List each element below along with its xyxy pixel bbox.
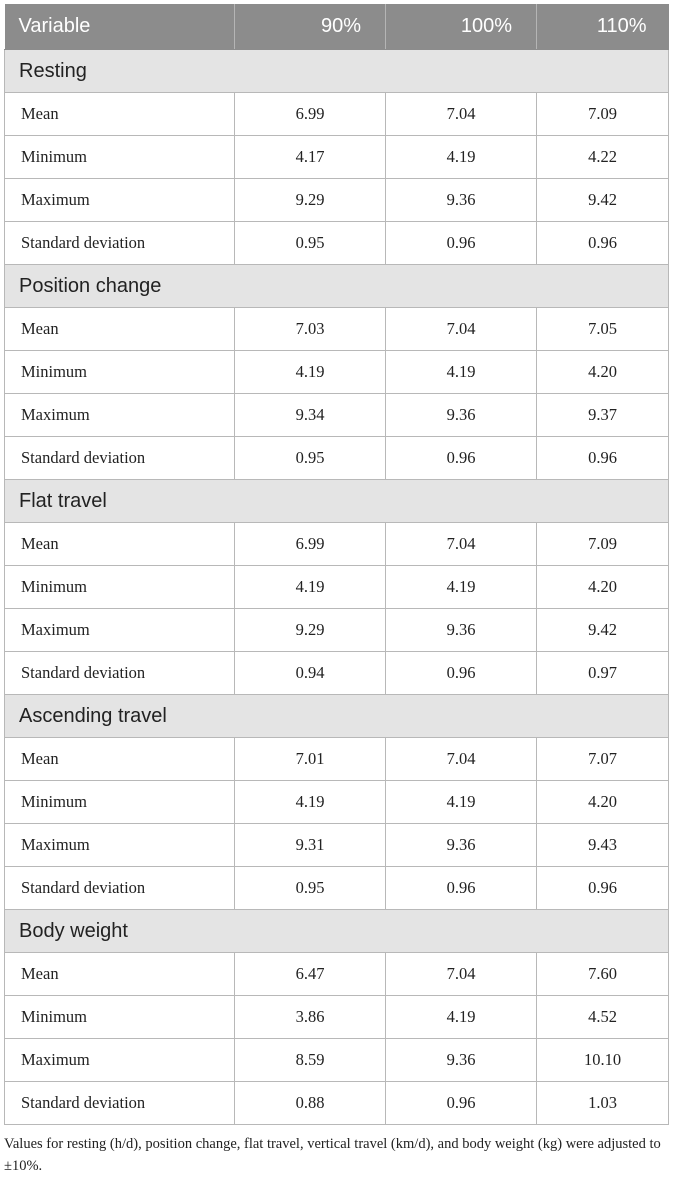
table-cell: 7.04 (386, 308, 537, 351)
row-label: Standard deviation (5, 222, 235, 265)
table-row (5, 394, 669, 437)
row-label: Standard deviation (5, 1082, 235, 1125)
table-cell: 0.95 (235, 437, 386, 480)
table-cell: 9.36 (386, 824, 537, 867)
table-cell: 0.94 (235, 652, 386, 695)
section-title: Position change (5, 265, 669, 308)
table-row (5, 1082, 669, 1125)
table-row (5, 222, 669, 265)
row-label: Minimum (5, 351, 235, 394)
table-row (5, 781, 669, 824)
row-label: Minimum (5, 781, 235, 824)
row-label: Mean (5, 93, 235, 136)
table-cell: 0.96 (537, 867, 669, 910)
row-label: Maximum (5, 824, 235, 867)
table-cell: 9.31 (235, 824, 386, 867)
table-cell: 0.96 (537, 437, 669, 480)
table-cell: 9.42 (537, 609, 669, 652)
table-body (5, 50, 669, 1125)
table-cell: 6.99 (235, 93, 386, 136)
table-cell: 4.17 (235, 136, 386, 179)
section-title: Flat travel (5, 480, 669, 523)
table-row (5, 1039, 669, 1082)
table-cell: 0.96 (537, 222, 669, 265)
header-110-percent: 110% (537, 4, 669, 50)
table-row (5, 867, 669, 910)
table-cell: 7.05 (537, 308, 669, 351)
table-cell: 0.96 (386, 652, 537, 695)
table-cell: 4.20 (537, 351, 669, 394)
table-cell: 7.04 (386, 93, 537, 136)
table-cell: 9.36 (386, 1039, 537, 1082)
table-cell: 7.03 (235, 308, 386, 351)
table-cell: 4.19 (235, 781, 386, 824)
table-cell: 4.22 (537, 136, 669, 179)
table-cell: 6.99 (235, 523, 386, 566)
table-cell: 4.19 (386, 566, 537, 609)
row-label: Minimum (5, 996, 235, 1039)
table-row (5, 93, 669, 136)
table-row (5, 738, 669, 781)
table-row (5, 136, 669, 179)
data-table-container (4, 4, 668, 1125)
table-cell: 4.19 (235, 566, 386, 609)
table-row (5, 609, 669, 652)
table-cell: 4.20 (537, 566, 669, 609)
table-row (5, 652, 669, 695)
header-row (5, 4, 669, 50)
table-row (5, 953, 669, 996)
row-label: Minimum (5, 136, 235, 179)
table-cell: 7.09 (537, 93, 669, 136)
section-row (5, 265, 669, 308)
table-cell: 8.59 (235, 1039, 386, 1082)
row-label: Maximum (5, 394, 235, 437)
table-cell: 4.19 (386, 781, 537, 824)
row-label: Mean (5, 738, 235, 781)
table-cell: 7.04 (386, 953, 537, 996)
table-cell: 7.04 (386, 523, 537, 566)
table-cell: 6.47 (235, 953, 386, 996)
table-cell: 9.36 (386, 394, 537, 437)
header-100-percent: 100% (386, 4, 537, 50)
section-row (5, 50, 669, 93)
section-row (5, 695, 669, 738)
row-label: Maximum (5, 609, 235, 652)
table-cell: 9.37 (537, 394, 669, 437)
row-label: Minimum (5, 566, 235, 609)
row-label: Mean (5, 953, 235, 996)
sensitivity-table (4, 4, 669, 1125)
table-cell: 7.01 (235, 738, 386, 781)
section-title: Resting (5, 50, 669, 93)
table-cell: 7.07 (537, 738, 669, 781)
table-cell: 1.03 (537, 1082, 669, 1125)
table-cell: 9.29 (235, 179, 386, 222)
table-cell: 4.52 (537, 996, 669, 1039)
table-cell: 0.95 (235, 222, 386, 265)
section-row (5, 480, 669, 523)
table-row (5, 523, 669, 566)
table-cell: 4.19 (386, 996, 537, 1039)
header-variable: Variable (5, 4, 235, 50)
table-row (5, 351, 669, 394)
table-row (5, 824, 669, 867)
table-cell: 9.42 (537, 179, 669, 222)
table-cell: 4.19 (386, 136, 537, 179)
table-cell: 9.34 (235, 394, 386, 437)
table-row (5, 179, 669, 222)
table-cell: 9.43 (537, 824, 669, 867)
table-row (5, 437, 669, 480)
row-label: Maximum (5, 1039, 235, 1082)
table-cell: 0.96 (386, 1082, 537, 1125)
table-cell: 10.10 (537, 1039, 669, 1082)
section-title: Ascending travel (5, 695, 669, 738)
table-row (5, 566, 669, 609)
table-cell: 7.09 (537, 523, 669, 566)
row-label: Mean (5, 523, 235, 566)
section-title: Body weight (5, 910, 669, 953)
row-label: Mean (5, 308, 235, 351)
table-footnote: Values for resting (h/d), position change, flat travel, vertical travel (km/d), and body weight (kg) were adjusted to ±10%. (4, 1136, 661, 1174)
table-row (5, 308, 669, 351)
table-cell: 0.96 (386, 867, 537, 910)
table-cell: 0.88 (235, 1082, 386, 1125)
table-cell: 9.36 (386, 179, 537, 222)
table-row (5, 996, 669, 1039)
table-cell: 9.29 (235, 609, 386, 652)
row-label: Standard deviation (5, 437, 235, 480)
table-cell: 9.36 (386, 609, 537, 652)
table-cell: 0.96 (386, 437, 537, 480)
section-row (5, 910, 669, 953)
table-cell: 4.19 (386, 351, 537, 394)
table-cell: 0.96 (386, 222, 537, 265)
table-cell: 7.60 (537, 953, 669, 996)
row-label: Maximum (5, 179, 235, 222)
table-cell: 3.86 (235, 996, 386, 1039)
header-90-percent: 90% (235, 4, 386, 50)
row-label: Standard deviation (5, 867, 235, 910)
table-cell: 7.04 (386, 738, 537, 781)
table-cell: 4.19 (235, 351, 386, 394)
table-cell: 4.20 (537, 781, 669, 824)
row-label: Standard deviation (5, 652, 235, 695)
table-cell: 0.95 (235, 867, 386, 910)
table-cell: 0.97 (537, 652, 669, 695)
